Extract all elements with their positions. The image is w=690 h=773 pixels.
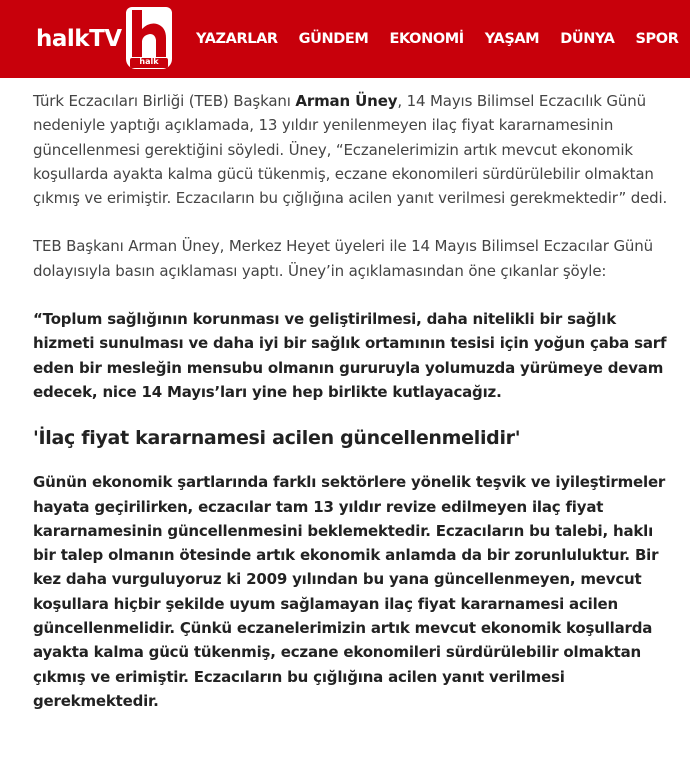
intro-text-pre: Türk Eczacıları Birliği (TEB) Başkanı xyxy=(33,92,296,110)
intro-text-post: , 14 Mayıs Bilimsel Eczacılık Günü nedeniyle yaptığı açıklamada, 13 yıldır yenilenmeyen ilaç fiyat kararnamesinin güncellenmesi gerektiğini söyledi. Üney, “Eczanelerimizin artık mevcut ekonomik koşullarda ayakta kalma gücü tükenmiş, eczane ekonomileri sürdürülebilir olmaktan çıkmış ve erimiştir. Eczacıların bu çığlığına acilen yanıt verilmesi gerekmektedir” dedi. xyxy=(33,92,668,208)
article-subheading: 'İlaç fiyat kararnamesi acilen güncellenmelidir' xyxy=(33,427,521,450)
nav-item-dunya[interactable]: DÜNYA xyxy=(560,31,615,47)
brand-logo-text[interactable]: halkTV xyxy=(36,26,122,52)
halk-logo-icon[interactable] xyxy=(126,7,172,69)
nav-item-yazarlar[interactable]: YAZARLAR xyxy=(196,31,278,47)
main-nav xyxy=(196,31,678,47)
article-paragraph-intro xyxy=(33,89,673,210)
article-body xyxy=(33,89,673,713)
article-paragraph-4: Günün ekonomik şartlarında farklı sektörlere yönelik teşvik ve iyileştirmeler hayata geçirilirken, eczacılar tam 13 yıldır revize edilmeyen ilaç fiyat kararnamesinin güncellenmesini beklemektedir. Eczacıların bu talebi, haklı bir talep olmanın ötesinde artık ekonomik anlamda da bir zorunluluktur. Bir kez daha vurguluyoruz ki 2009 yılından bu yana güncellenmeyen, mevcut koşullara hiçbir şekilde uyum sağlamayan ilaç fiyat kararnamesi acilen güncellenmelidir. Çünkü eczanelerimizin artık mevcut ekonomik koşullarda ayakta kalma gücü tükenmiş, eczane ekonomileri sürdürülebilir olmaktan çıkmış ve erimiştir. Eczacıların bu çığlığına acilen yanıt verilmesi gerekmektedir. xyxy=(33,473,666,710)
nav-item-ekonomi[interactable]: EKONOMİ xyxy=(389,31,464,47)
nav-item-yasam[interactable]: YAŞAM xyxy=(484,31,540,47)
intro-person-name: Arman Üney xyxy=(295,92,398,110)
article-quote-paragraph: “Toplum sağlığının korunması ve geliştirilmesi, daha nitelikli bir sağlık hizmeti sunulması ve daha iyi bir sağlık ortamının tesisi için yoğun çaba sarf eden bir mesleğin mensubu olmanın gururuyla yolumuzda yürümeye devam edecek, nice 14 Mayıs’ları yine hep birlikte kutlayacağız. xyxy=(33,310,667,401)
article-paragraph-2: TEB Başkanı Arman Üney, Merkez Heyet üyeleri ile 14 Mayıs Bilimsel Eczacılar Günü dolayısıyla basın açıklaması yaptı. Üney’in açıklamasından öne çıkanlar şöyle: xyxy=(33,237,653,280)
site-header xyxy=(0,0,690,78)
logo-word: halk xyxy=(139,57,159,66)
nav-item-gundem[interactable]: GÜNDEM xyxy=(298,31,369,47)
nav-item-spor[interactable]: SPOR xyxy=(635,31,679,47)
